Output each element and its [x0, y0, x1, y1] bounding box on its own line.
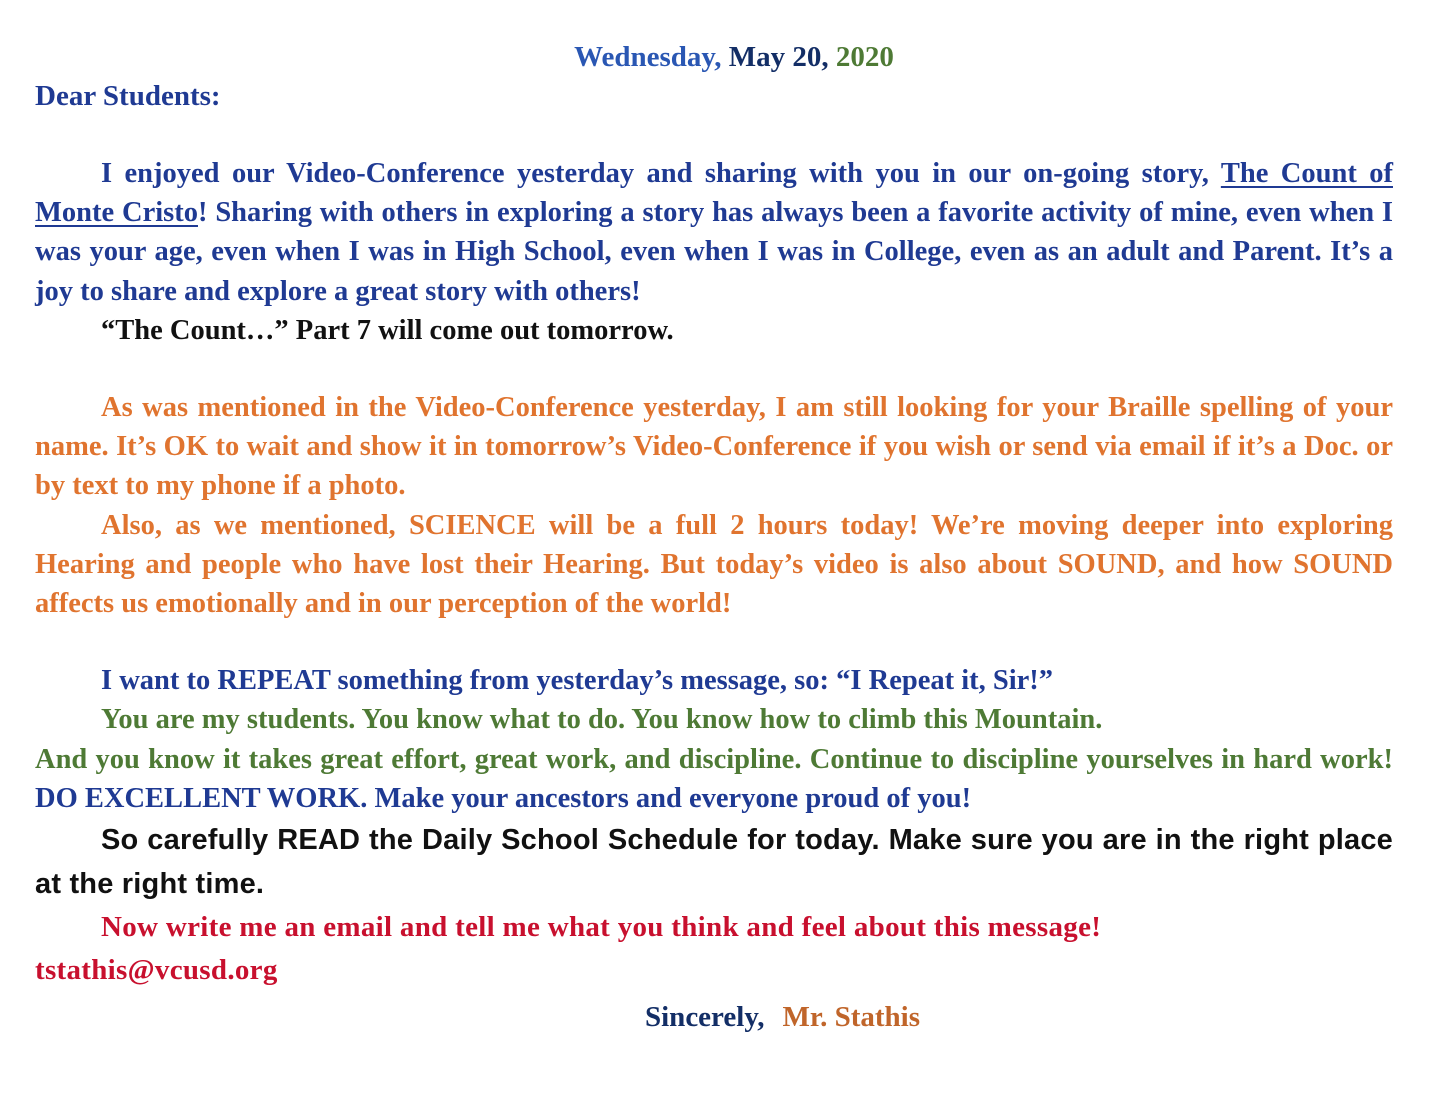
paragraph-videoconference	[35, 154, 1393, 311]
paragraph-students-blue: DO EXCELLENT WORK. Make your ancestors and everyone proud of you!	[35, 782, 972, 814]
book-title: The Count of Monte Cristo	[35, 158, 1393, 229]
paragraph-email-request-text: Now write me an email and tell me what you think and feel about this message!	[101, 911, 1102, 944]
paragraph-students-green: And you know it takes great effort, great work, and discipline. Continue to discipline yourselves in hard work!	[35, 743, 1393, 775]
spacer	[35, 116, 1393, 154]
greeting: Dear Students:	[35, 80, 221, 112]
spacer	[35, 350, 1393, 388]
spacer	[35, 623, 1393, 661]
date-year: 2020	[835, 41, 894, 73]
date-weekday: Wednesday,	[574, 41, 722, 73]
date-month-day: May 20,	[728, 41, 829, 73]
email-link[interactable]: tstathis@vcusd.org	[35, 954, 278, 987]
paragraph-videoconference-lead: I enjoyed our Video-Conference yesterday and sharing with you in our on-going story,	[101, 158, 1209, 189]
paragraph-students-rest	[35, 740, 1393, 818]
signoff-name: Mr. Stathis	[782, 1001, 920, 1033]
letter-body	[35, 38, 1393, 992]
signoff-closing: Sincerely,	[645, 1001, 765, 1033]
paragraph-videoconference-rest: ! Sharing with others in exploring a story has always been a favorite activity of mine, even when I was your age, even when I was in High School, even when I was in College, even as an adult and Parent. It’s a joy to share and explore a great story with others!	[35, 197, 1393, 307]
paragraph-students-line1: You are my students. You know what to do. You know how to climb this Mountain.	[101, 704, 1103, 736]
paragraph-braille: As was mentioned in the Video-Conference yesterday, I am still looking for your Braille spelling of your name. It’s OK to wait and show it in tomorrow’s Video-Conference if you wish or send via email if it’s a Doc. or by text to my phone if a photo.	[35, 392, 1393, 502]
paragraph-part7: “The Count…” Part 7 will come out tomorrow.	[101, 314, 674, 346]
signature	[645, 998, 920, 1036]
paragraph-repeat: I want to REPEAT something from yesterday’s message, so: “I Repeat it, Sir!”	[101, 665, 1054, 697]
paragraph-science: Also, as we mentioned, SCIENCE will be a full 2 hours today! We’re moving deeper into exploring Hearing and people who have lost their Hearing. But today’s video is also about SOUND, and how SOUND affects us emotionally and in our perception of the world!	[35, 509, 1393, 620]
paragraph-schedule: So carefully READ the Daily School Schedule for today. Make sure you are in the right place at the right time.	[35, 824, 1393, 901]
paragraph-email-request	[35, 906, 1393, 992]
date-line	[35, 38, 1393, 76]
